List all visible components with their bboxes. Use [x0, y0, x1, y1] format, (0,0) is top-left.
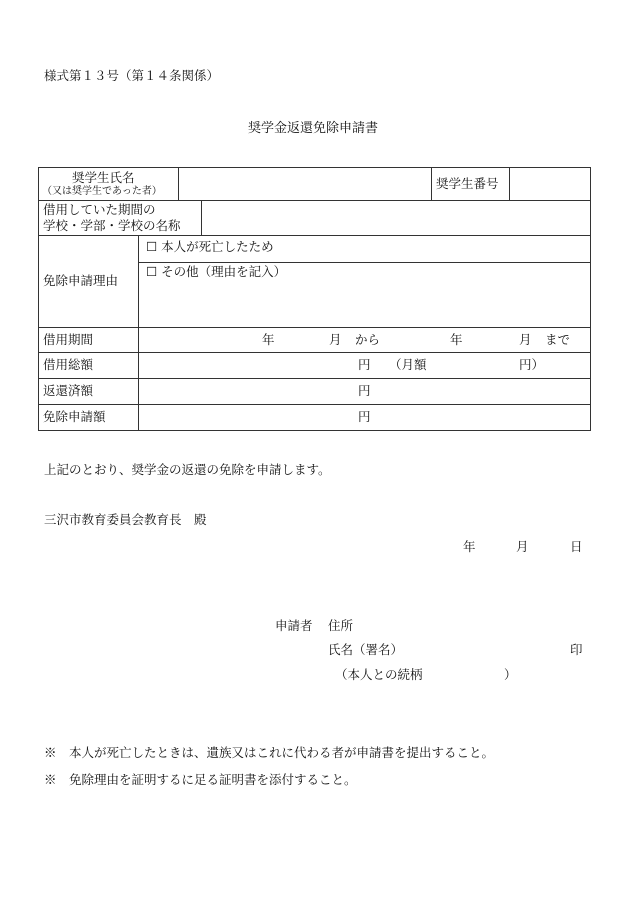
form-number: 様式第１３号（第１４条関係）	[44, 68, 220, 83]
date-month: 月	[516, 539, 529, 554]
total-amount-yen: 円	[358, 357, 371, 372]
applicant-label: 申請者	[275, 618, 313, 633]
note-item: ※ 本人が死亡したときは、遺族又はこれに代わる者が申請書を提出すること。	[44, 745, 495, 760]
student-name-label: 奨学生氏名	[72, 170, 135, 185]
date-day: 日	[570, 539, 583, 554]
applicant-address-label: 住所	[328, 618, 354, 633]
monthly-amount-close: 円）	[519, 357, 545, 372]
student-number-label: 奨学生番号	[436, 176, 499, 191]
school-label-line1: 借用していた期間の	[43, 202, 156, 217]
application-statement: 上記のとおり、奨学金の返還の免除を申請します。	[44, 462, 331, 477]
total-amount-label: 借用総額	[43, 357, 94, 372]
applicant-name-label: 氏名（署名）	[328, 642, 404, 657]
reason-label: 免除申請理由	[43, 273, 119, 288]
period-until: まで	[545, 332, 571, 347]
student-number-field[interactable]	[510, 168, 590, 200]
period-year-end: 年	[450, 332, 463, 347]
seal-mark: 印	[570, 642, 583, 657]
addressee: 三沢市教育委員会教育長 殿	[44, 512, 207, 527]
note-item: ※ 免除理由を証明するに足る証明書を添付すること。	[44, 772, 357, 787]
application-table	[38, 167, 591, 431]
relation-open: （本人との続柄	[335, 667, 423, 682]
reason-option-death[interactable]: ☐ 本人が死亡したため	[146, 239, 274, 254]
form-title: 奨学金返還免除申請書	[248, 121, 379, 136]
period-month-start: 月	[329, 332, 342, 347]
period-year-start: 年	[262, 332, 275, 347]
date-year: 年	[463, 539, 476, 554]
student-name-field[interactable]	[179, 168, 431, 200]
period-month-end: 月	[519, 332, 532, 347]
student-name-sublabel: （又は奨学生であった者）	[42, 186, 162, 197]
monthly-amount-open: （月額	[389, 357, 427, 372]
relation-close: ）	[504, 667, 517, 682]
period-label: 借用期間	[43, 332, 94, 347]
repaid-amount-label: 返還済額	[43, 383, 94, 398]
school-name-field[interactable]	[202, 201, 590, 235]
school-label-line2: 学校・学部・学校の名称	[43, 218, 181, 233]
period-from: から	[355, 332, 381, 347]
exemption-amount-yen: 円	[358, 409, 371, 424]
repaid-amount-yen: 円	[358, 383, 371, 398]
reason-option-other[interactable]: ☐ その他（理由を記入）	[146, 264, 287, 279]
exemption-amount-label: 免除申請額	[43, 409, 106, 424]
